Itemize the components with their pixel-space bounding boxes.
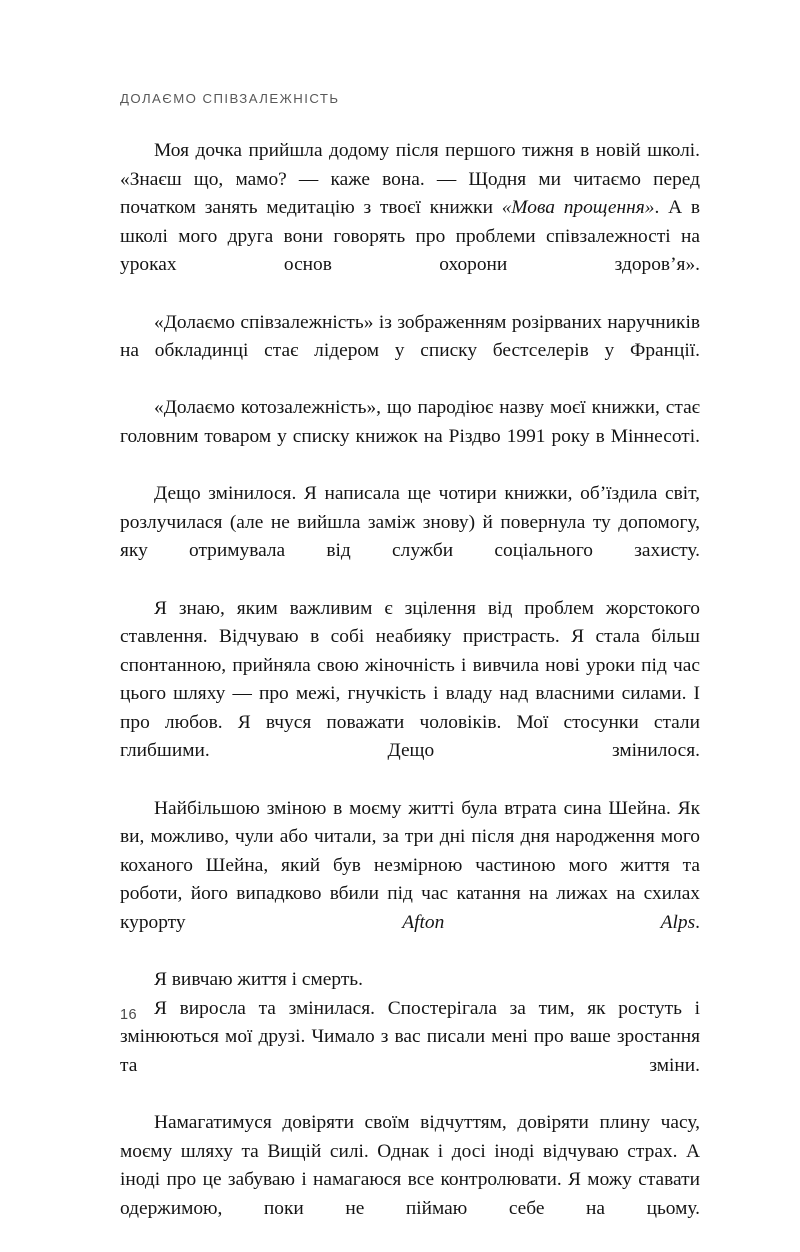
paragraph [120, 795, 700, 967]
text-run: Намагатимуся довіряти своїм відчуттям, довіряти плину часу, моєму шляху та Вищій силі. Однак і досі іноді відчуваю страх. А іноді про це забуваю і намагаюся все контролювати. Я можу ставати одержимою, поки не піймаю себе на цьому. [120, 1112, 700, 1219]
paragraph [120, 480, 700, 594]
paragraph [120, 394, 700, 480]
text-run: Найбільшою зміною в моєму житті була втрата сина Шейна. Як ви, можливо, чули або читали, за три дні після дня народження мого коханого Шейна, який був незмірною частиною мого життя та роботи, його випадково вбили під час катання на лижах на схилах курорту [120, 797, 700, 934]
italic-run: «Мова прощення» [501, 197, 655, 219]
paragraph [120, 966, 700, 995]
paragraph [120, 595, 700, 795]
text-run: «Долаємо котозалежність», що пародіює назву моєї книжки, стає головним товаром у списку книжок на Різдво 1991 року в Міннесоті. [120, 397, 700, 447]
text-run: Я знаю, яким важливим є зцілення від проблем жорстокого ставлення. Відчуваю в собі неабияку пристрасть. Я стала більш спонтанною, прийняла свою жіночність і вивчила нові уроки під час цього шляху — про межі, гнучкість і владу над власними силами. І про любов. Я вчуся поважати чоловіків. Мої стосунки стали глибшими. Дещо змінилося. [120, 597, 700, 762]
text-run: Моя дочка прийшла додому після першого тижня в новій школі. «Знаєш що, мамо? — каже вона. — Щодня ми читаємо перед початком занять медитацію з твоєї книжки [120, 140, 700, 219]
paragraph [120, 137, 700, 309]
paragraph [120, 309, 700, 395]
running-head: ДОЛАЄМО СПІВЗАЛЕЖНІСТЬ [120, 91, 340, 106]
paragraph [120, 1109, 700, 1252]
text-run: . [695, 912, 700, 934]
text-run: Я вивчаю життя і смерть. [154, 969, 363, 991]
text-run: Я виросла та змінилася. Спостерігала за тим, як ростуть і змінюються мої друзі. Чимало з вас писали мені про ваше зростання та зміни. [120, 997, 700, 1076]
paragraph [120, 995, 700, 1109]
body-text-block [120, 137, 700, 1252]
text-run: . А в школі мого друга вони говорять про проблеми співзалежності на уроках основ охорони здоров’я». [120, 197, 701, 276]
italic-run: Afton Alps [402, 912, 696, 934]
text-run: «Долаємо співзалежність» із зображенням розірваних наручників на обкладинці стає лідером у списку бестселерів у Франції. [120, 311, 700, 362]
page-number: 16 [120, 1007, 137, 1023]
text-run: Дещо змінилося. Я написала ще чотири книжки, об’їздила світ, розлучилася (але не вийшла заміж знову) й повернула ту допомогу, яку отримувала від служби соціального захисту. [120, 483, 700, 562]
